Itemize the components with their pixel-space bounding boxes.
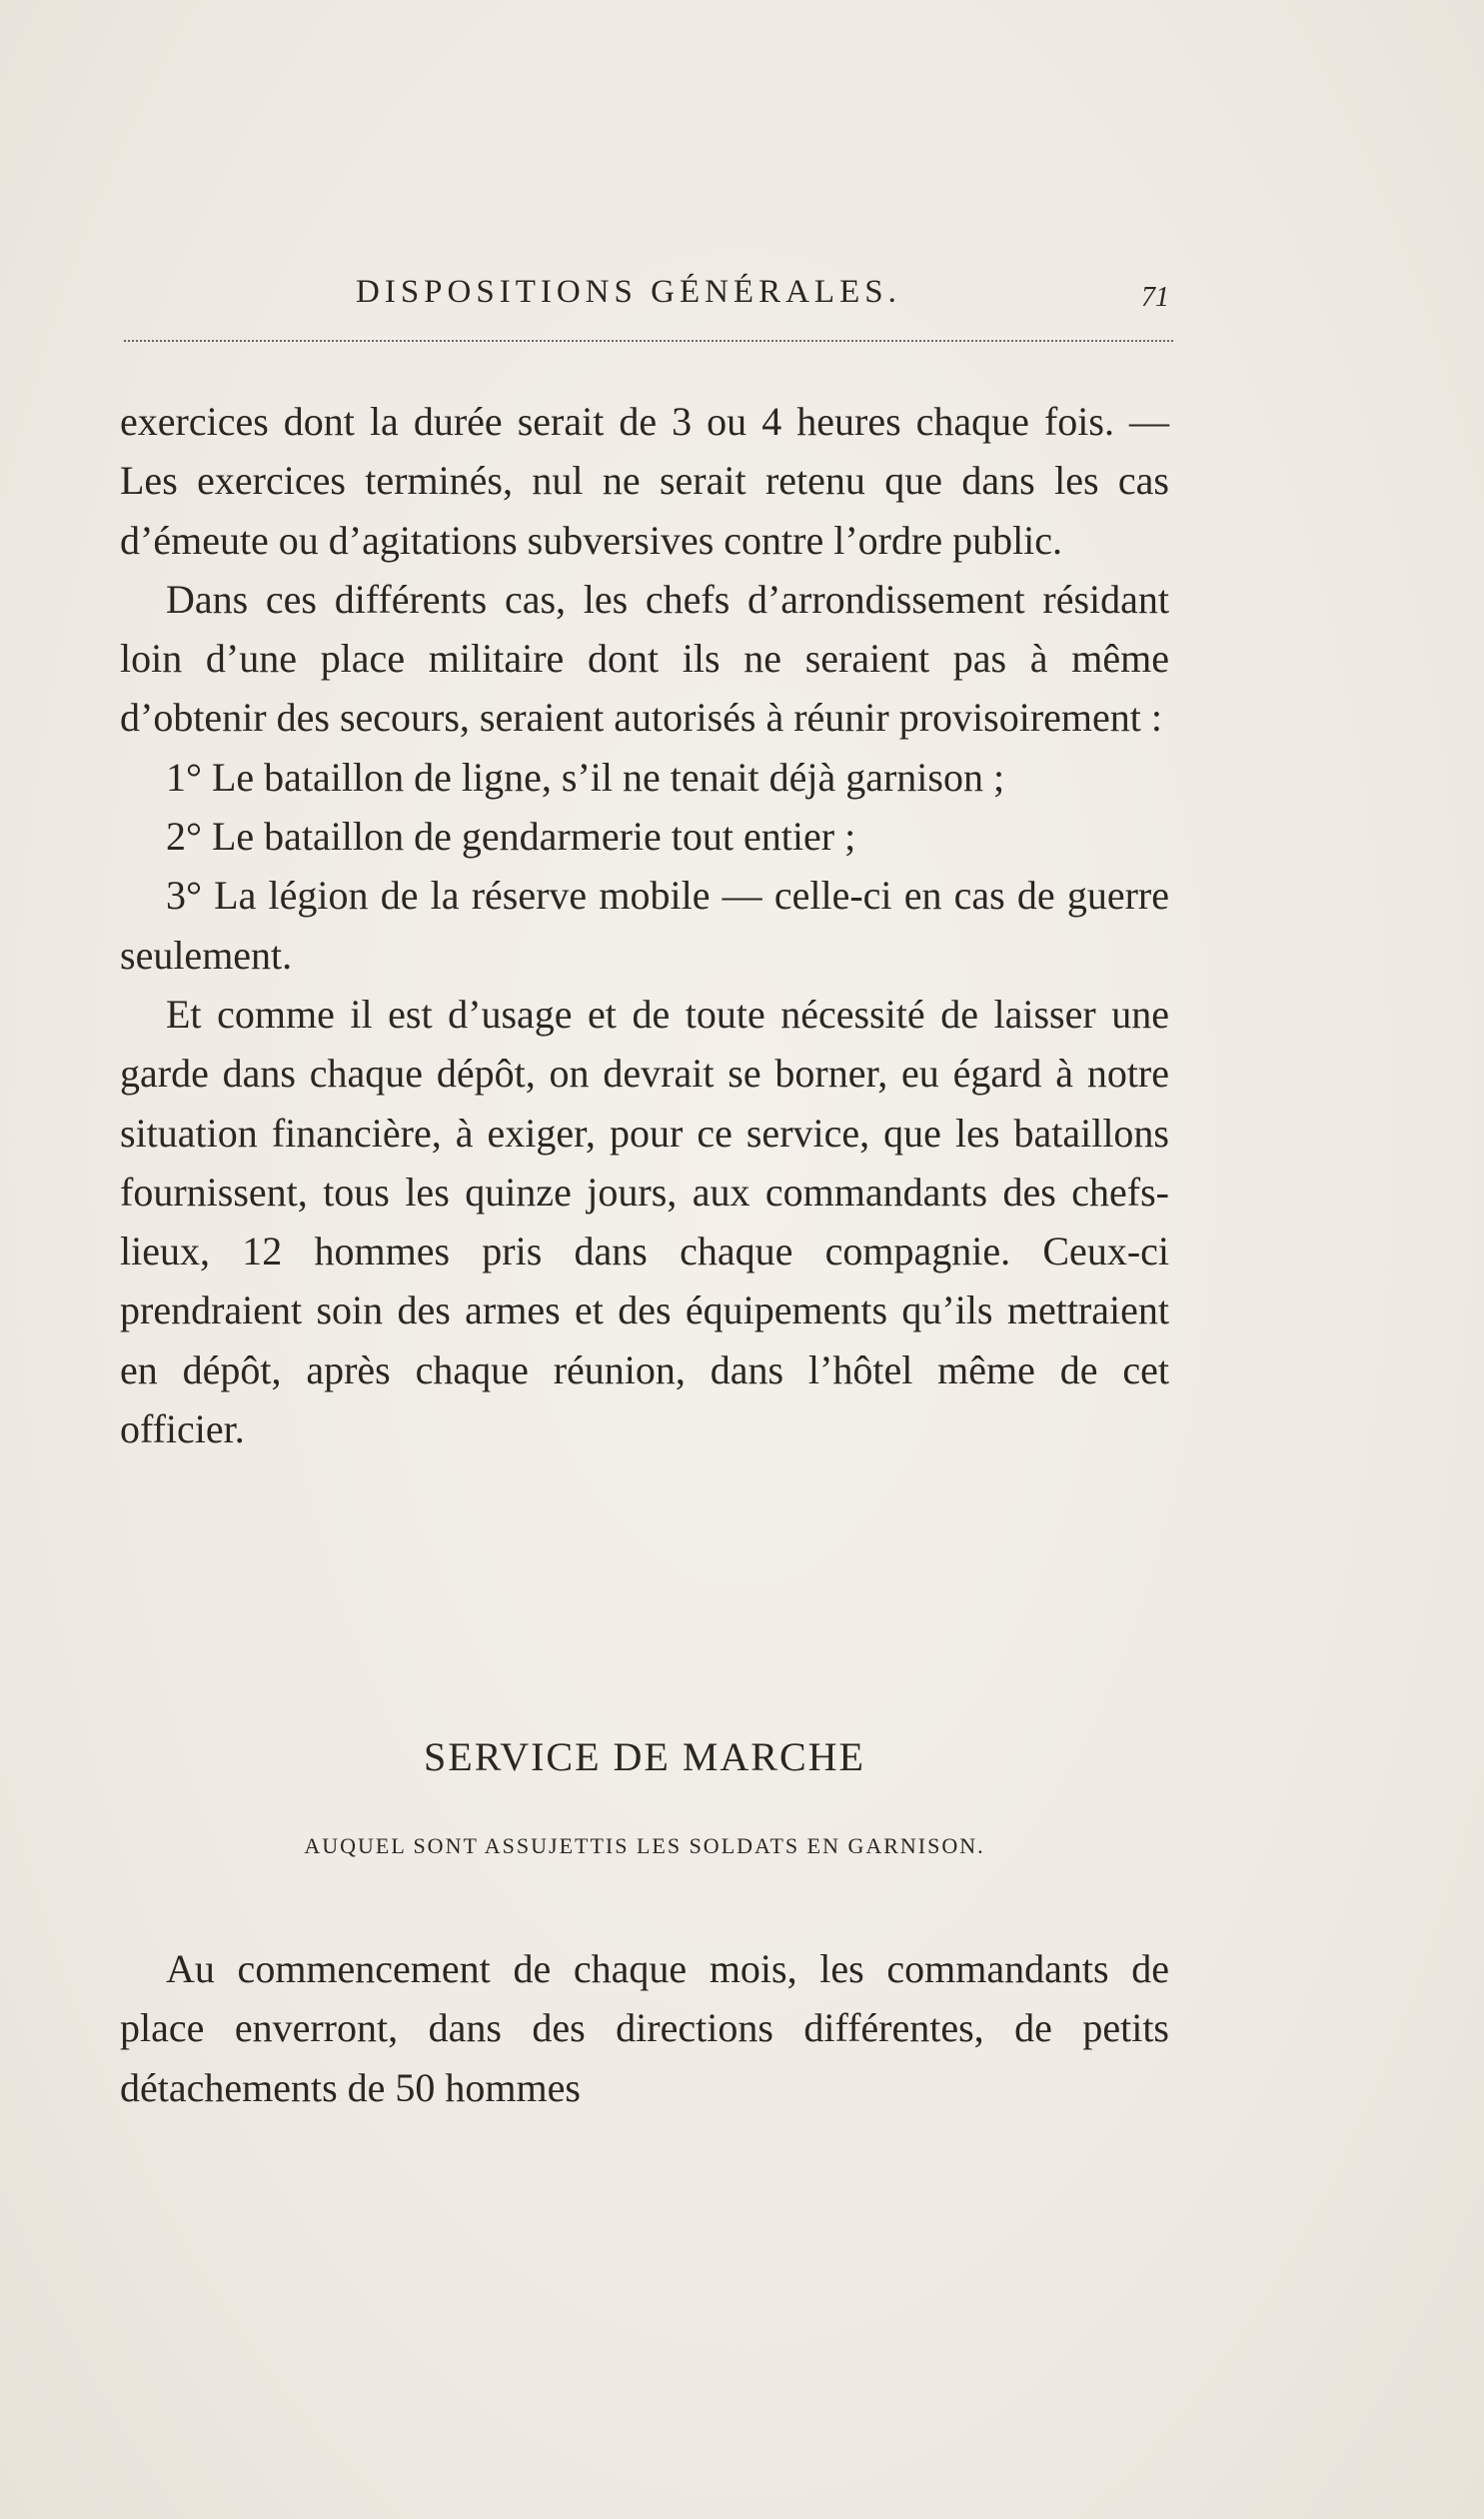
paragraph: Au commencement de chaque mois, les commandants de place enverront, dans des directions différentes, de petits détachements de 50 hommes <box>120 1946 1169 2110</box>
section-text <box>120 1939 1169 2117</box>
running-head <box>120 268 1169 318</box>
section-title: SERVICE DE MARCHE <box>424 1734 865 1779</box>
paragraph-continued: exercices dont la durée serait de 3 ou 4 heures chaque fois. — Les exercices terminés, nul ne serait retenu que dans les cas d’émeute ou d’agitations subversives contre l’ordre public. <box>120 399 1169 563</box>
main-text <box>120 392 1169 1458</box>
section-subtitle: AUQUEL SONT ASSUJETTIS LES SOLDATS EN GARNISON. <box>304 1833 985 1858</box>
running-title: DISPOSITIONS GÉNÉRALES. <box>356 274 901 310</box>
paragraph: Et comme il est d’usage et de toute nécessité de laisser une garde dans chaque dépôt, on devrait se borner, eu égard à notre situation financière, à exiger, pour ce service, que les bataillons fournissent, tous les quinze jours, aux commandants des chefs-lieux, 12 hommes pris dans chaque compagnie. Ceux-ci prendraient soin des armes et des équipements qu’ils mettraient en dépôt, après chaque réunion, dans l’hôtel même de cet officier. <box>120 991 1169 1452</box>
list-item-2: 2° Le bataillon de gendarmerie tout entier ; <box>166 814 856 860</box>
paragraph: Dans ces différents cas, les chefs d’arrondissement résidant loin d’une place militaire dont ils ne seraient pas à même d’obtenir des secours, seraient autorisés à réunir provisoirement : <box>120 576 1169 741</box>
list-item-3: 3° La légion de la réserve mobile — celle-ci en cas de guerre seulement. <box>120 873 1169 978</box>
header-divider <box>124 340 1173 342</box>
list-item-1: 1° Le bataillon de ligne, s’il ne tenait déjà garnison ; <box>166 754 1005 800</box>
page-number: 71 <box>1141 282 1169 313</box>
